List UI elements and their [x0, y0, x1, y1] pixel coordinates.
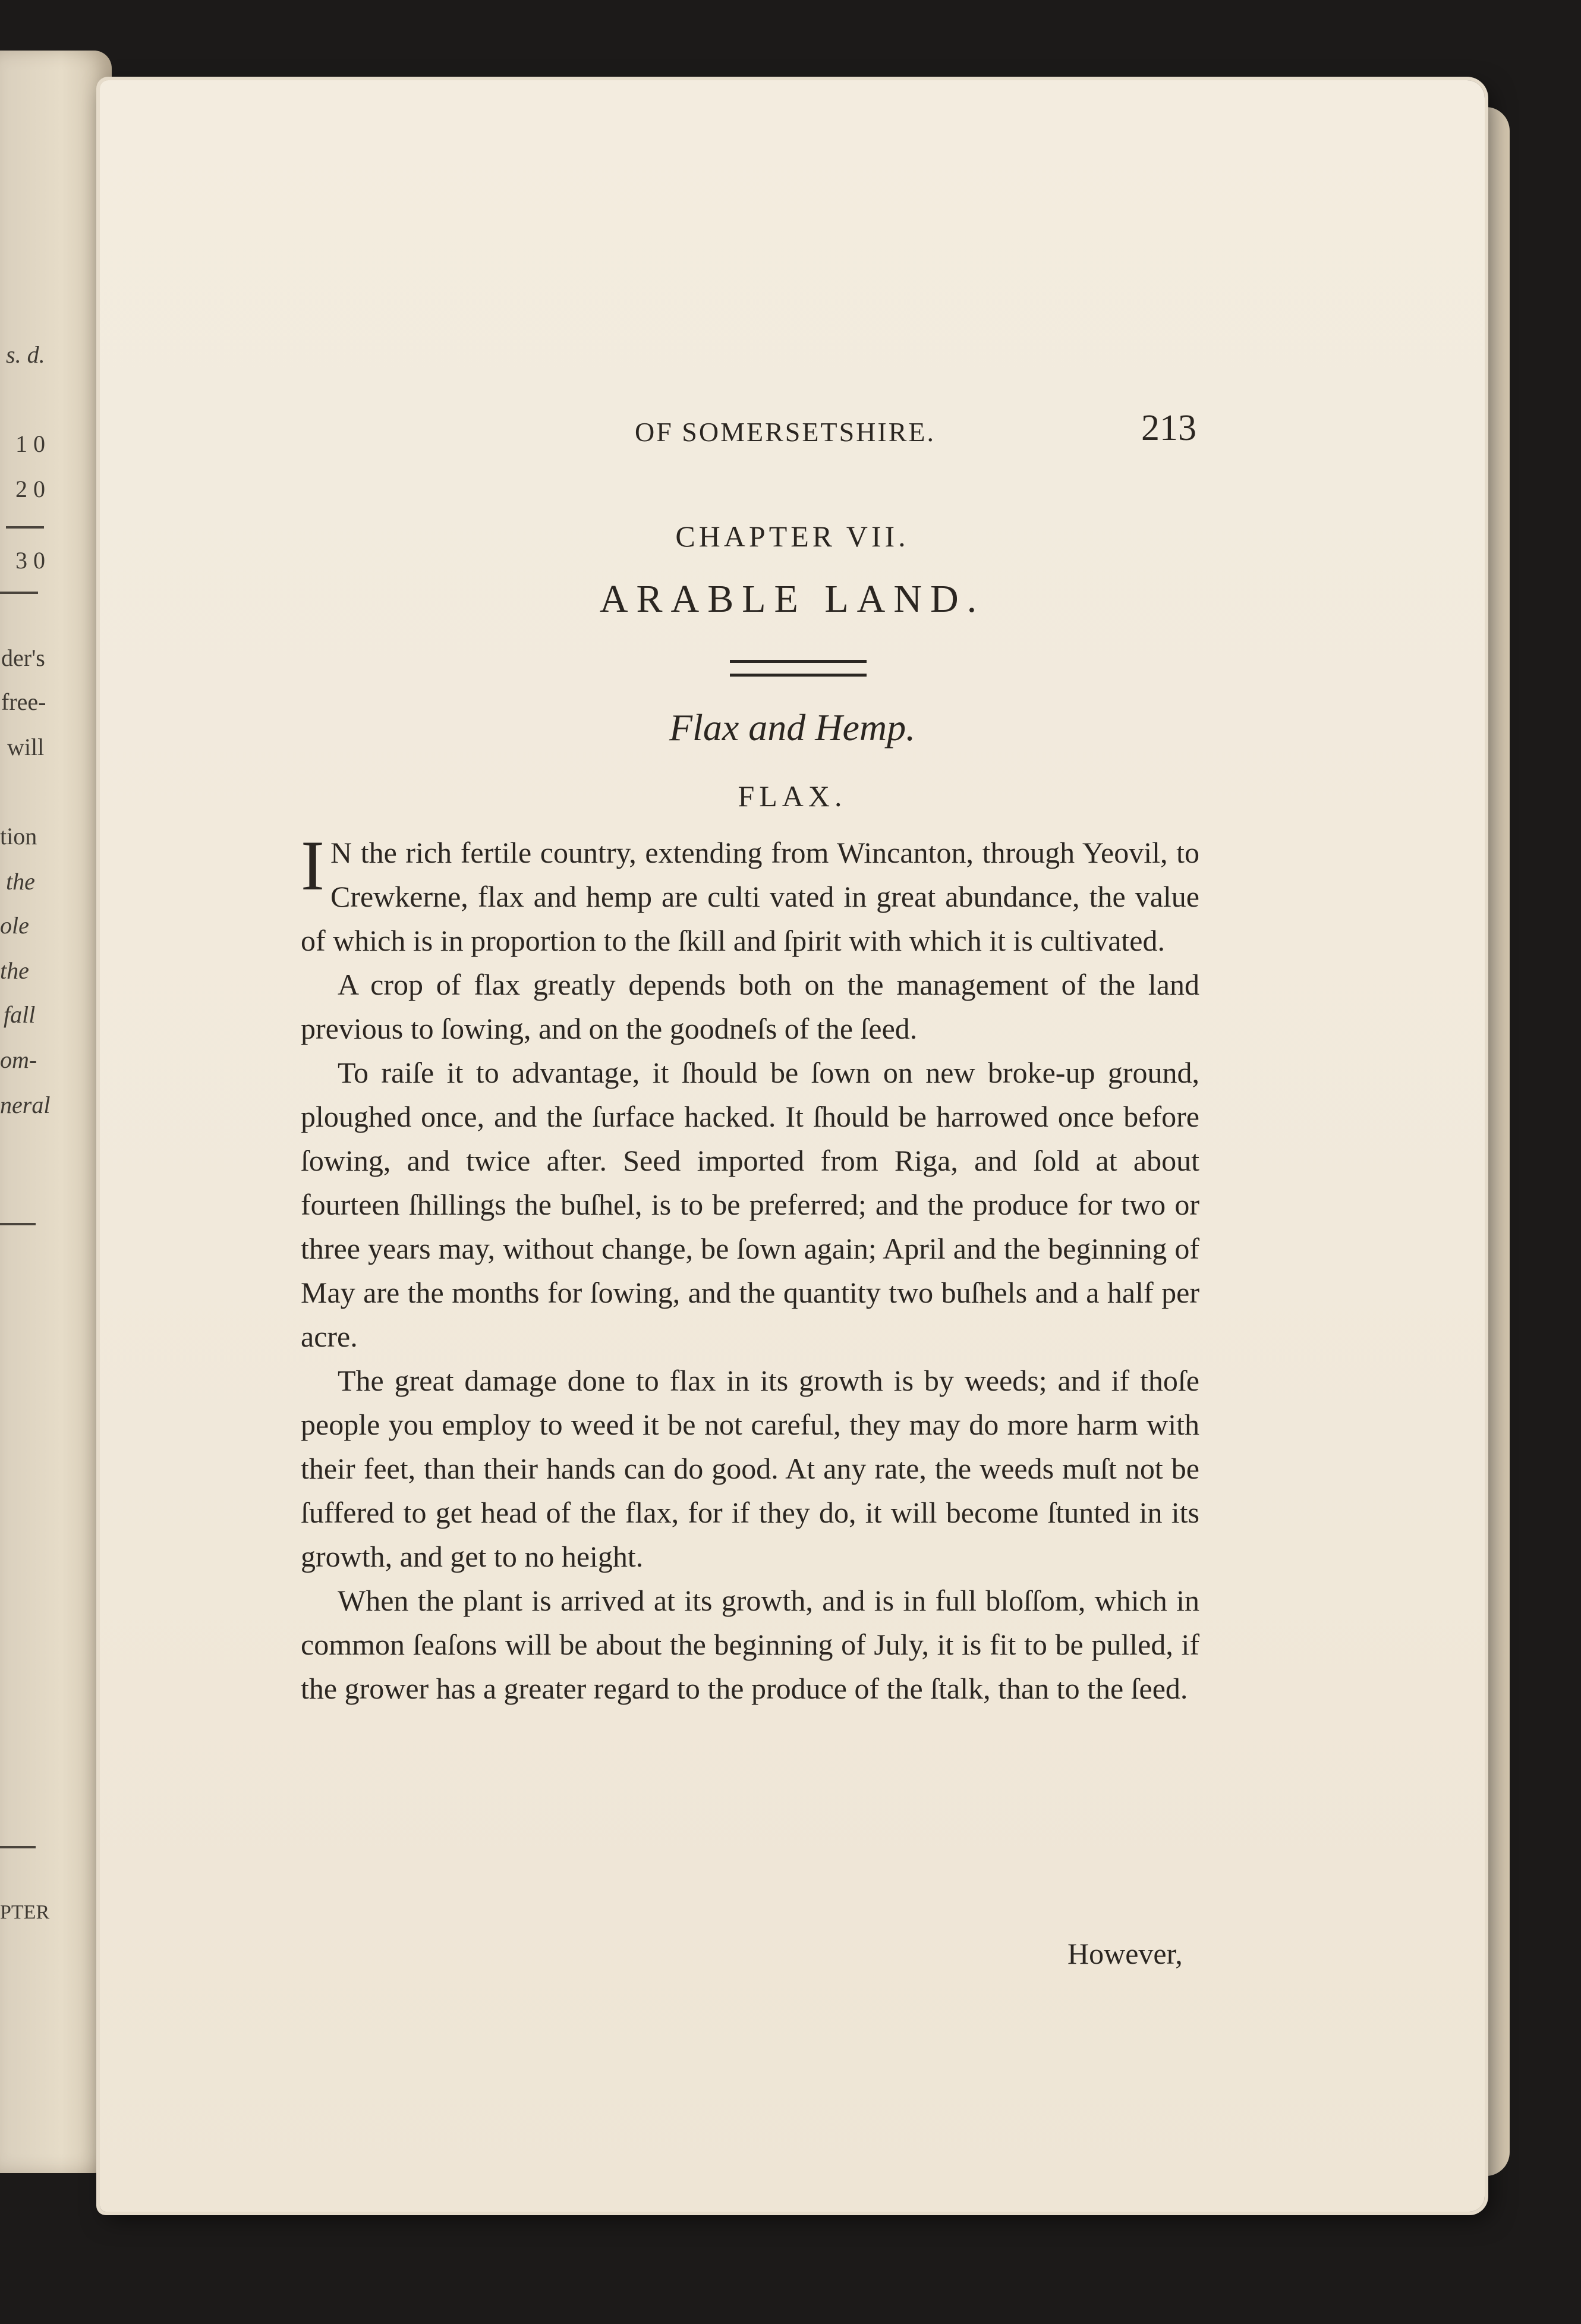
- paragraph-text: N the rich fertile country, extending from Wincanton, through Yeovil, to Crewkerne, flax and hemp are culti vated in great abundance, the value of which is in proportion to the ſkill and ſpirit with which it is cultivated.: [301, 836, 1199, 957]
- left-fragment: om-: [0, 1046, 37, 1073]
- paragraph: To raiſe it to advantage, it ſhould be ſown on new broke-up ground, ploughed once, and the ſurface hacked. It ſhould be harrowed once before ſowing, and twice after. Seed imported from Riga, and ſold at about fourteen ſhillings the buſhel, is to be preferred; and the produce for two or three years may, without change, be ſown again; April and the beginning of May are the months for ſowing, and the quantity two buſhels and a half per acre.: [301, 1056, 1199, 1353]
- left-fragment: s. d.: [6, 341, 45, 368]
- drop-cap: I: [301, 826, 325, 905]
- left-fragment: 1 0: [15, 430, 45, 457]
- paragraph: The great damage done to flax in its growth is by weeds; and if thoſe people you employ to weed it be not careful, they may do more harm with their feet, than their hands can do good. At any rate, the weeds muſt not be ſuffered to get head of the flax, for if they do, it will become ſtunted in its growth, and get to no height.: [301, 1364, 1199, 1573]
- section-heading: ARABLE LAND.: [599, 577, 985, 621]
- body-text: [301, 826, 1199, 1710]
- left-fragment: neral: [0, 1092, 51, 1118]
- book-page: [100, 80, 1485, 2212]
- left-fragment: tion: [0, 823, 37, 850]
- left-fragment: 2 0: [15, 476, 45, 502]
- left-rule: [0, 1846, 36, 1848]
- left-rule: [0, 1223, 36, 1225]
- subsection-heading: Flax and Hemp.: [669, 706, 916, 749]
- left-facing-page: [0, 51, 112, 2173]
- paragraph: [301, 826, 1199, 963]
- running-head: OF SOMERSETSHIRE.: [635, 417, 936, 447]
- left-fragment: the: [6, 868, 35, 895]
- paragraph: When the plant is arrived at its growth, and is in full bloſſom, which in common ſeaſons will be about the beginning of July, it is fit to be pulled, if the grower has a greater regard to the produce of the ſtalk, than to the ſeed.: [301, 1584, 1199, 1705]
- double-rule-divider: [730, 660, 867, 677]
- paragraph: A crop of flax greatly depends both on the management of the land previous to ſowing, and on the goodneſs of the ſeed.: [301, 968, 1199, 1045]
- left-rule: [6, 526, 44, 529]
- left-fragment: der's: [1, 644, 45, 671]
- left-fragment: the: [0, 957, 29, 984]
- chapter-heading: CHAPTER VII.: [675, 520, 909, 553]
- left-fragment: fall: [4, 1001, 36, 1028]
- left-fragment: will: [7, 734, 45, 760]
- subsubsection-heading: FLAX.: [738, 779, 847, 813]
- left-fragment: ole: [0, 912, 29, 939]
- page-number: 213: [1141, 408, 1196, 448]
- left-fragment: PTER: [0, 1901, 50, 1923]
- left-fragment: free-: [1, 688, 46, 715]
- left-fragment: 3 0: [15, 547, 45, 574]
- left-rule: [0, 592, 38, 594]
- catchword: However,: [1067, 1937, 1183, 1970]
